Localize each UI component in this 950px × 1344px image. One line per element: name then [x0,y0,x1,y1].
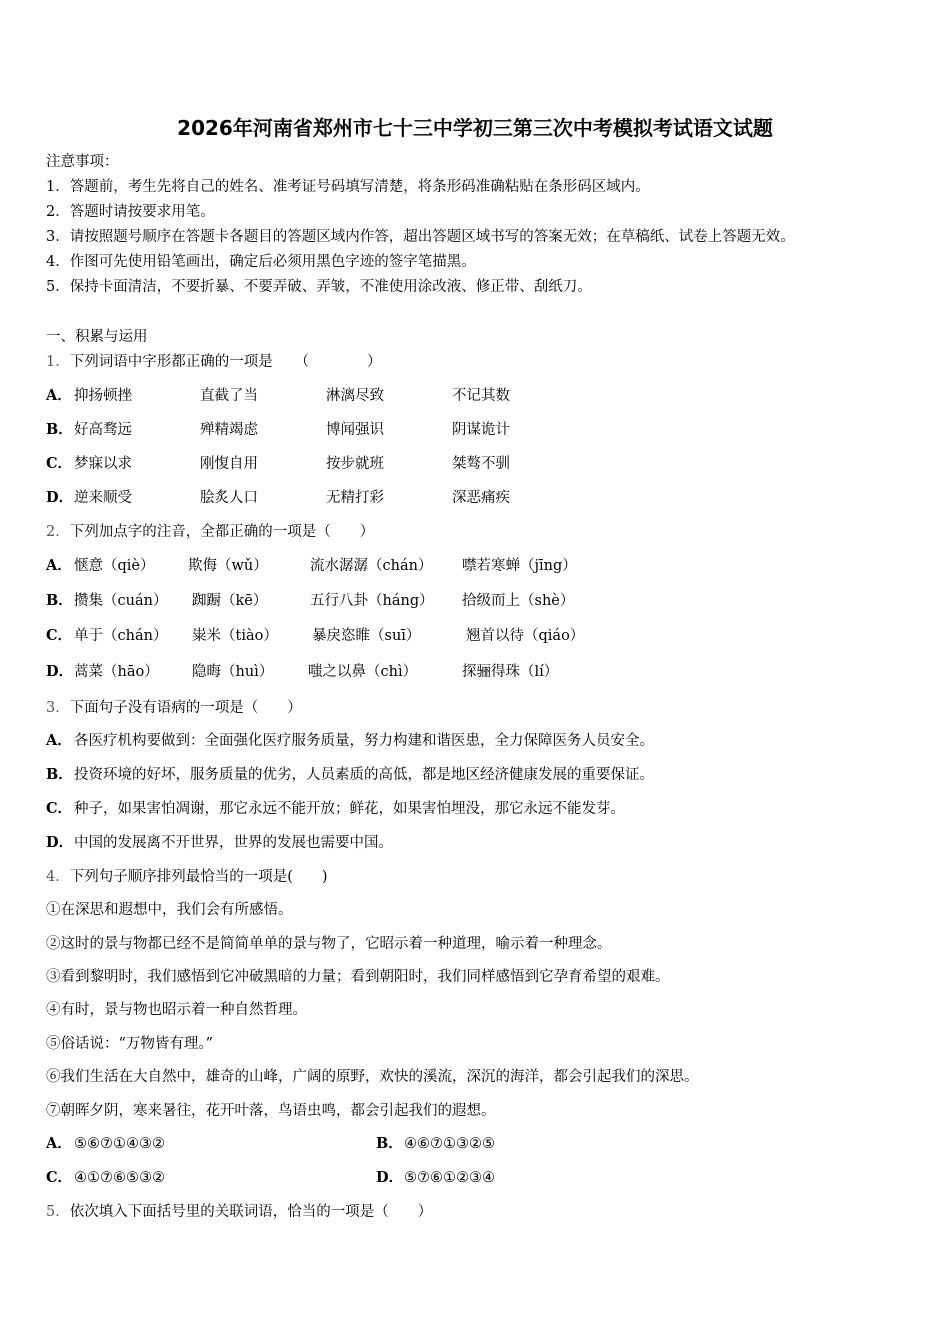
option-label: D． [376,1169,404,1186]
option-word: 嗤之以鼻（chì） [308,664,418,680]
option-label: A． [46,557,72,574]
question-number: 1． [46,354,70,370]
sentence-item: ⑦朝晖夕阴，寒来暑往，花开叶落，鸟语虫鸣，都会引起我们的遐想。 [46,1103,496,1119]
option-word: 淋漓尽致 [326,388,384,404]
question-3 [46,698,302,718]
sentence-item: ③看到黎明时，我们感悟到它冲破黑暗的力量；看到朝阳时，我们同样感悟到它孕育希望的艰难。 [46,969,670,985]
option-label: A． [46,387,72,404]
page-title: 2026年河南省郑州市七十三中学初三第三次中考模拟考试语文试题 [177,116,773,140]
sentence-item: ⑥我们生活在大自然中，雄奇的山峰，广阔的原野，欢快的溪流，深沉的海洋，都会引起我们的深思。 [46,1069,699,1085]
option-word: 粜米（tiào） [192,628,278,644]
option-text: ④①⑦⑥⑤③② [74,1170,165,1186]
option-label: C． [46,1169,73,1186]
option-label: B． [46,766,73,783]
option-word: 翘首以待（qiáo） [466,628,585,644]
option-word: 踟蹰（kē） [192,593,268,609]
option-text: 种子，如果害怕凋谢，那它永远不能开放；鲜花，如果害怕埋没，那它永远不能发芽。 [74,801,625,817]
option-word: 抑扬顿挫 [74,388,132,404]
option-word: 梦寐以求 [74,456,132,472]
option-word: 好高骛远 [74,422,132,438]
sentence-item: ④有时，景与物也昭示着一种自然哲理。 [46,1002,307,1018]
notice-item: 5．保持卡面清洁，不要折暴、不要弄破、弄皱，不准使用涂改液、修正带、刮纸刀。 [46,279,592,295]
question-number: 5． [46,1204,70,1220]
option-label: A． [46,732,72,749]
notice-item: 3．请按照题号顺序在答题卡各题目的答题区域内作答，超出答题区域书写的答案无效；在草稿纸、试卷上答题无效。 [46,229,795,245]
option-word: 脍炙人口 [200,490,258,506]
option-label: C． [46,627,73,644]
option-word: 无精打彩 [326,490,384,506]
option-word: 单于（chán） [74,628,168,644]
option-word: 阴谋诡计 [452,422,510,438]
option-word: 博闻强识 [326,422,384,438]
option-word: 刚愎自用 [200,456,258,472]
option-text: 各医疗机构要做到：全面强化医疗服务质量，努力构建和谐医患，全力保障医务人员安全。 [74,733,654,749]
option-label: B． [46,592,73,609]
question-stem: 下列词语中字形都正确的一项是 （ ） [69,354,382,370]
option-label: D． [46,489,74,506]
option-word: 暴戾恣睢（suī） [312,628,421,644]
question-5 [46,1202,432,1222]
option-word: 惬意（qiè） [74,558,155,574]
question-number: 3． [46,700,70,716]
question-4 [46,867,328,887]
question-1 [46,352,381,372]
option-word: 流水潺潺（chán） [310,558,433,574]
question-2 [46,522,374,542]
section-heading: 一、积累与运用 [46,329,148,345]
option-word: 桀骜不驯 [452,456,510,472]
option-label: B． [46,421,73,438]
sentence-item: ①在深思和遐想中，我们会有所感悟。 [46,902,293,918]
option-text: 投资环境的好坏，服务质量的优劣，人员素质的高低，都是地区经济健康发展的重要保证。 [74,767,654,783]
option-label: C． [46,800,73,817]
option-word: 深恶痛疾 [452,490,510,506]
option-word: 攒集（cuán） [74,593,168,609]
option-word: 逆来顺受 [74,490,132,506]
option-label: C． [46,455,73,472]
notice-item: 4．作图可先使用铅笔画出，确定后必须用黑色字迹的签字笔描黑。 [46,254,476,270]
option-word: 按步就班 [326,456,384,472]
question-stem: 下面句子没有语病的一项是（ ） [69,700,302,716]
option-label: B． [376,1135,403,1152]
question-stem: 下列句子顺序排列最恰当的一项是( ) [69,869,328,885]
option-word: 蒿菜（hāo） [74,664,159,680]
option-text: ⑤⑥⑦①④③② [74,1136,165,1152]
option-word: 探骊得珠（lí） [462,664,559,680]
question-number: 4． [46,869,70,885]
option-text: ⑤⑦⑥①②③④ [404,1170,495,1186]
option-word: 拾级而上（shè） [462,593,575,609]
option-word: 欺侮（wǔ） [188,558,268,574]
question-stem: 下列加点字的注音，全都正确的一项是（ ） [69,524,375,540]
question-number: 2． [46,524,70,540]
sentence-item: ⑤俗话说：“万物皆有理。” [46,1036,214,1052]
notice-item: 2．答题时请按要求用笔。 [46,204,215,220]
option-word: 殚精竭虑 [200,422,258,438]
notice-item: 1．答题前，考生先将自己的姓名、准考证号码填写清楚，将条形码准确粘贴在条形码区域内。 [46,179,650,195]
option-text: ④⑥⑦①③②⑤ [404,1136,495,1152]
option-text: 中国的发展离不开世界，世界的发展也需要中国。 [74,835,393,851]
option-word: 噤若寒蝉（jīng） [462,558,577,574]
sentence-item: ②这时的景与物都已经不是简简单单的景与物了，它昭示着一种道理，喻示着一种理念。 [46,936,612,952]
question-stem: 依次填入下面括号里的关联词语，恰当的一项是（ ） [69,1204,433,1220]
option-word: 直截了当 [200,388,258,404]
option-label: D． [46,663,74,680]
option-word: 隐晦（huì） [192,664,274,680]
option-label: A． [46,1135,72,1152]
notice-heading: 注意事项： [46,154,119,170]
option-word: 不记其数 [452,388,510,404]
option-word: 五行八卦（háng） [310,593,434,609]
option-label: D． [46,834,74,851]
